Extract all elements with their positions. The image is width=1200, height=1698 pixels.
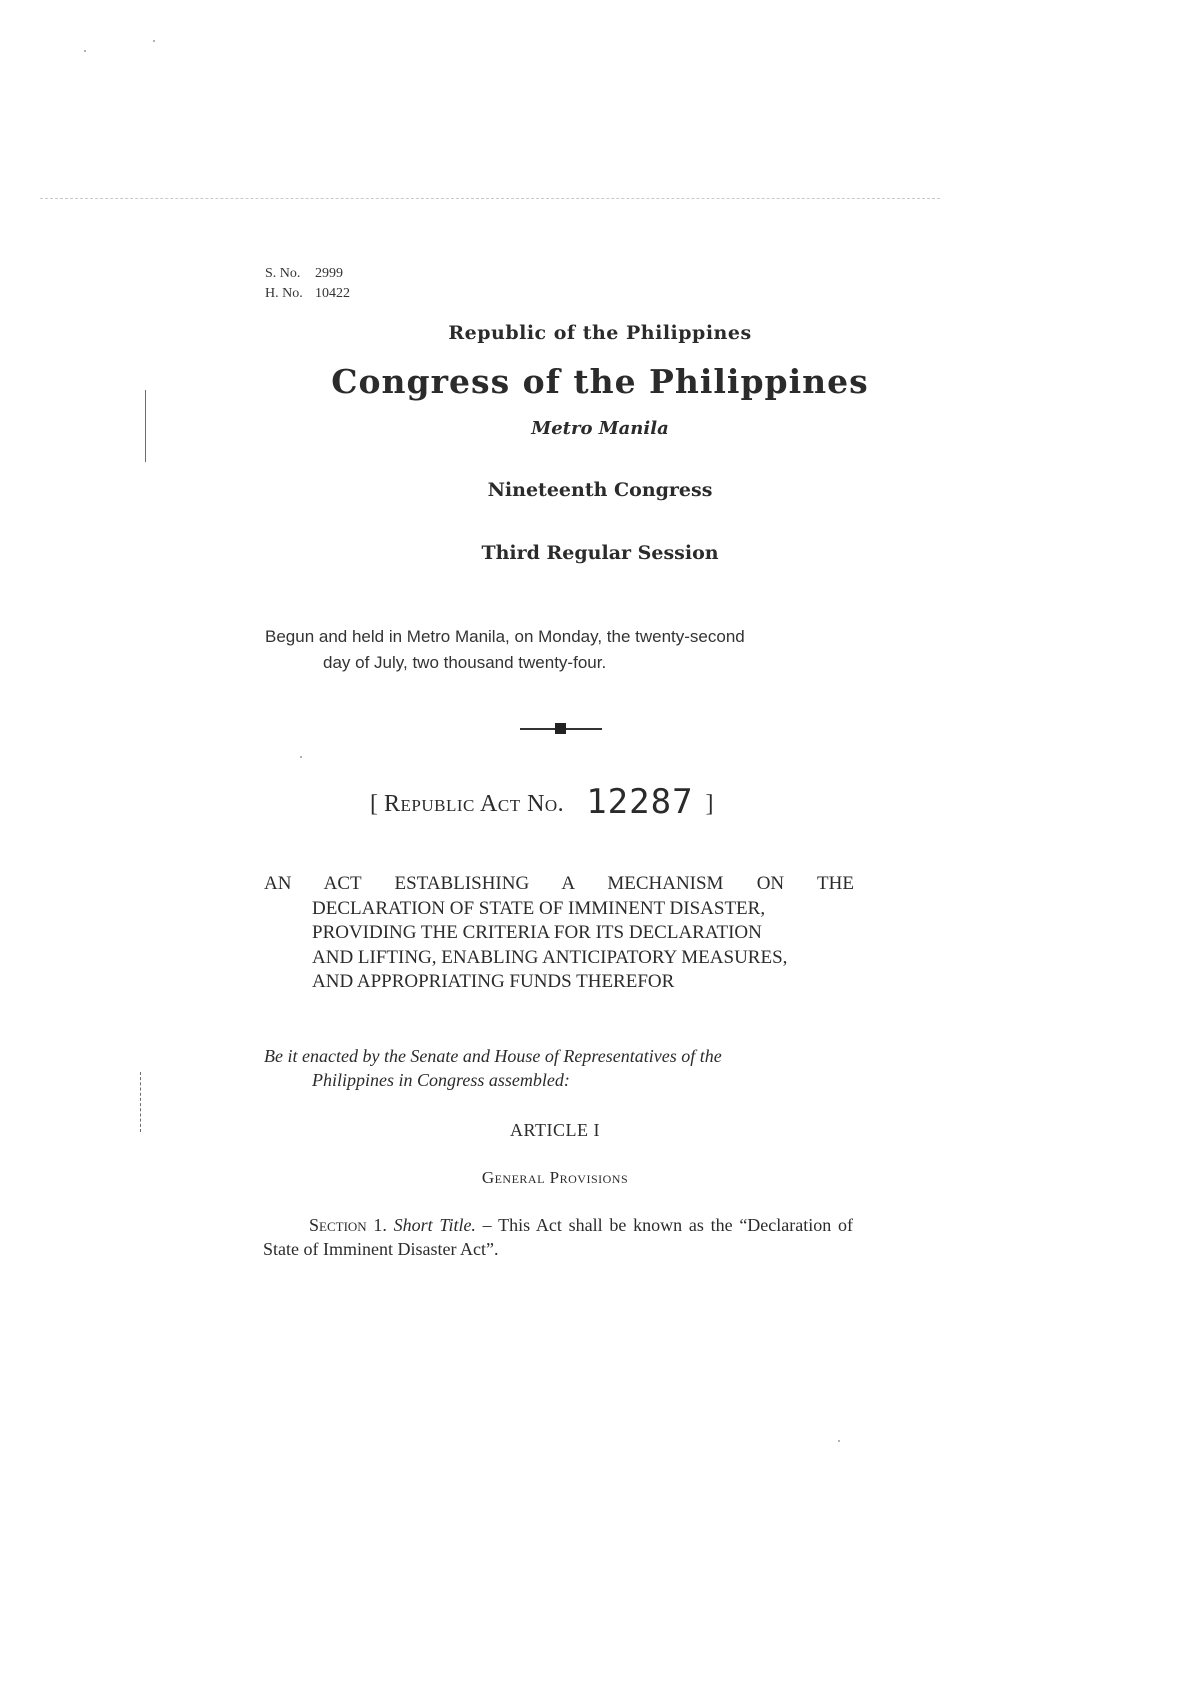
scan-speck xyxy=(838,1440,840,1442)
congress-number-heading: Nineteenth Congress xyxy=(487,479,713,501)
bill-numbers xyxy=(265,264,350,304)
divider-ornament xyxy=(555,723,566,734)
congress-heading: Congress of the Philippines xyxy=(331,362,869,401)
begun-statement: Begun and held in Metro Manila, on Monday, the twenty-second day of July, two thousand twenty-four. xyxy=(265,627,745,672)
scan-speck xyxy=(84,50,86,52)
article-heading: ARTICLE I xyxy=(510,1120,600,1140)
session-heading: Third Regular Session xyxy=(481,542,719,564)
act-number-stamp: 12287 xyxy=(586,782,694,822)
republic-heading: Republic of the Philippines xyxy=(448,322,752,344)
act-title: AN ACT ESTABLISHING A MECHANISM ON THE DECLARATION OF STATE OF IMMINENT DISASTER, PROVIDING THE CRITERIA FOR ITS DECLARATION AND LIFTING, ENABLING ANTICIPATORY MEASURES, AND APPROPRIATING FUNDS THEREFOR xyxy=(264,873,854,992)
enacting-clause: Be it enacted by the Senate and House of Representatives of the Philippines in Congress assembled: xyxy=(264,1046,722,1090)
scan-speck xyxy=(300,756,302,758)
section-title: Short Title. xyxy=(393,1215,476,1235)
section-1: Section 1. Short Title. – This Act shall be known as the “Declaration of State of Imminent Disaster Act”. xyxy=(263,1215,854,1259)
republic-act-number: [ Republic Act No. 12287 ] xyxy=(370,782,714,822)
section-label: Section 1. xyxy=(309,1215,387,1235)
senate-bill-number: S. No. 2999 xyxy=(265,266,343,281)
metro-manila-heading: Metro Manila xyxy=(531,418,669,439)
scan-artifact-line xyxy=(40,198,940,199)
article-subheading: General Provisions xyxy=(481,1168,629,1187)
scan-speck xyxy=(153,40,155,42)
house-bill-number: H. No. 10422 xyxy=(265,286,350,301)
